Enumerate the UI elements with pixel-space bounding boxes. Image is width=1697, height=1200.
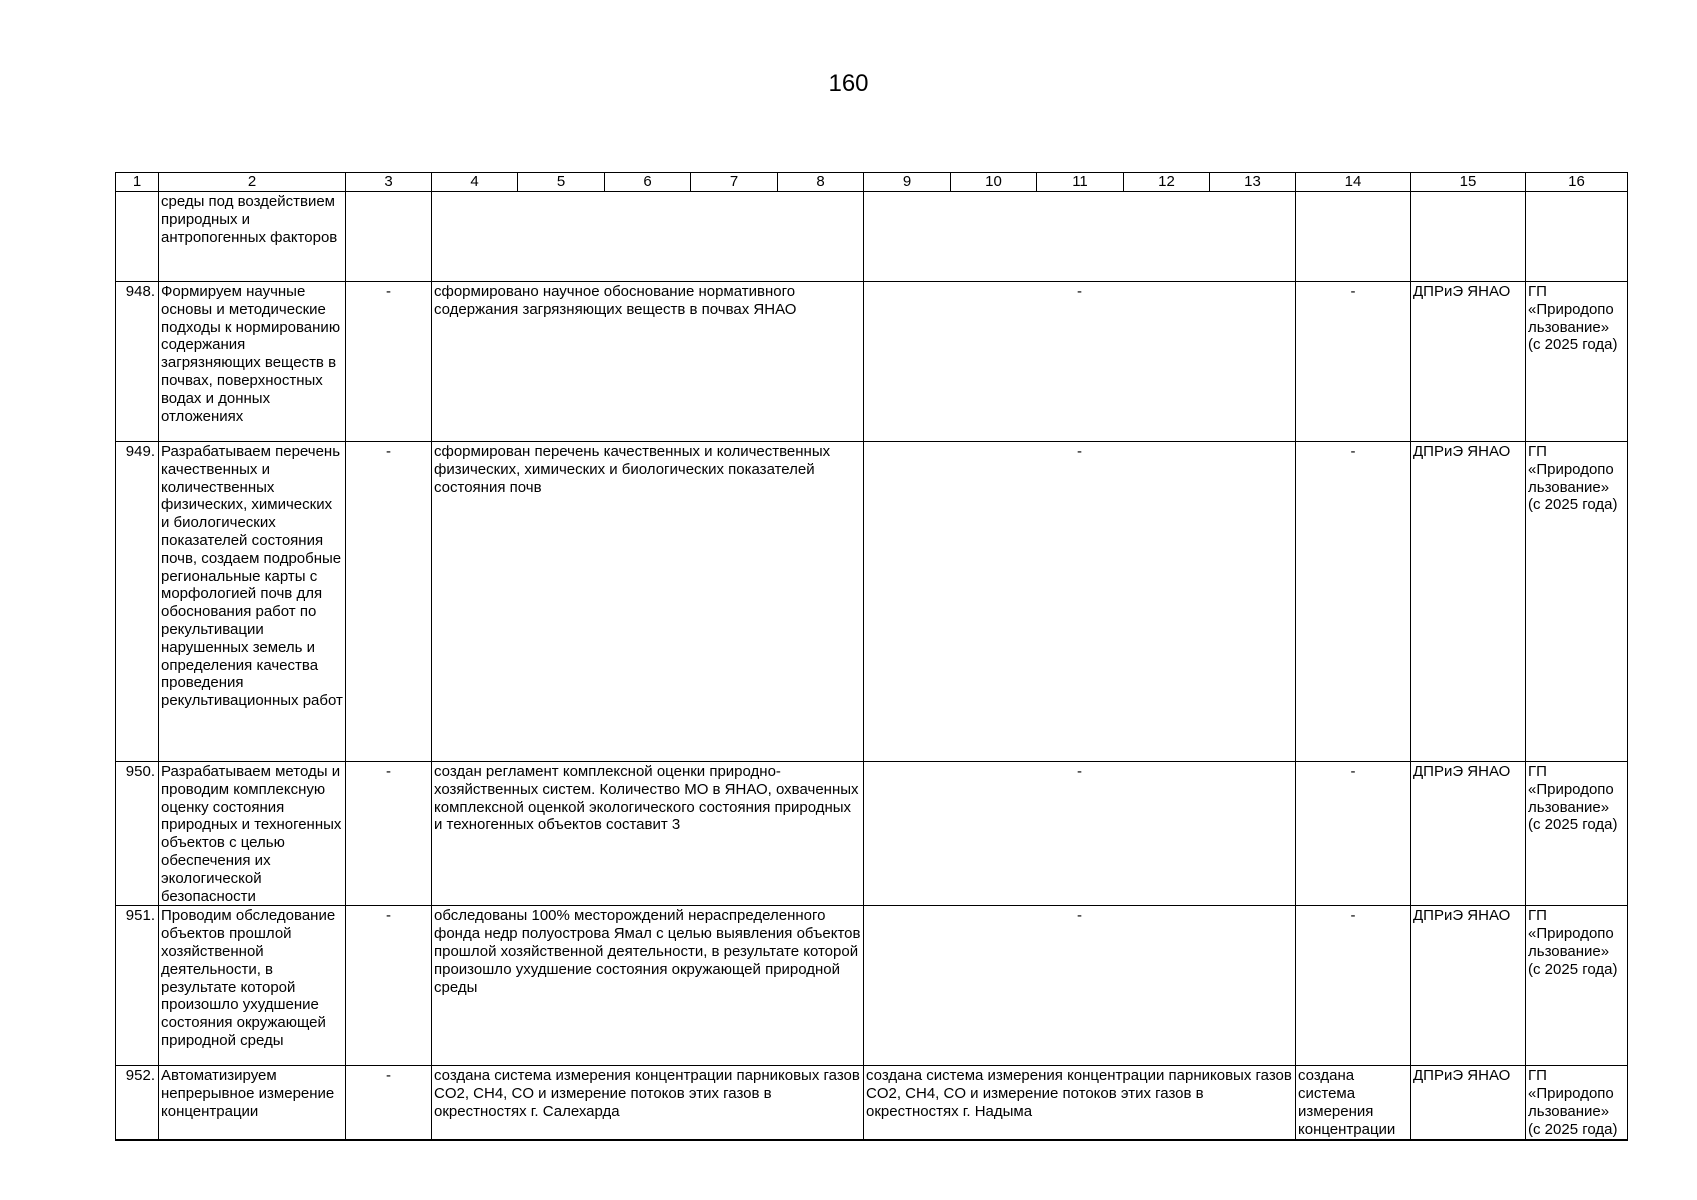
program-cell: ГП «Природопо льзование» (с 2025 года) (1526, 442, 1628, 762)
responsible-cell (1411, 192, 1526, 282)
row-number: 948. (116, 282, 159, 442)
result-cell-4-8: сформировано научное обоснование нормативного содержания загрязняющих веществ в почвах ЯНАО (432, 282, 864, 442)
column-header: 11 (1037, 173, 1124, 192)
responsible-cell: ДПРиЭ ЯНАО (1411, 906, 1526, 1066)
program-cell: ГП «Природопо льзование» (с 2025 года) (1526, 282, 1628, 442)
column-header: 1 (116, 173, 159, 192)
result-cell-9-13: - (864, 762, 1296, 906)
cell-col3 (346, 192, 432, 282)
row-number: 952. (116, 1066, 159, 1140)
table-row (116, 762, 1628, 906)
responsible-cell: ДПРиЭ ЯНАО (1411, 442, 1526, 762)
table-row (116, 1066, 1628, 1140)
table-row (116, 442, 1628, 762)
page-number: 160 (828, 70, 869, 97)
responsible-cell: ДПРиЭ ЯНАО (1411, 1066, 1526, 1140)
result-cell-9-13: создана система измерения концентрации парниковых газов CO2, CH4, CO и измерение потоков этих газов в окрестностях г. Надыма (864, 1066, 1296, 1140)
cell-col14: - (1296, 442, 1411, 762)
column-header: 14 (1296, 173, 1411, 192)
task-cell: Разрабатываем перечень качественных и количественных физических, химических и биологических показателей состояния почв, создаем подробные региональные карты с морфологией почв для обоснования работ по рекультивации нарушенных земель и определения качества проведения рекультивационных работ (159, 442, 346, 762)
cell-col14 (1296, 192, 1411, 282)
responsible-cell: ДПРиЭ ЯНАО (1411, 762, 1526, 906)
column-header: 6 (605, 173, 691, 192)
column-header: 8 (778, 173, 864, 192)
result-cell-4-8: создан регламент комплексной оценки природно-хозяйственных систем. Количество МО в ЯНАО, охваченных комплексной оценкой экологического состояния природных и техногенных объектов составит 3 (432, 762, 864, 906)
table-row (116, 192, 1628, 282)
column-number-row (116, 173, 1628, 192)
column-header: 3 (346, 173, 432, 192)
program-cell: ГП «Природопо льзование» (с 2025 года) (1526, 906, 1628, 1066)
result-cell-4-8: сформирован перечень качественных и количественных физических, химических и биологических показателей состояния почв (432, 442, 864, 762)
task-cell: Проводим обследование объектов прошлой хозяйственной деятельности, в результате которой произошло ухудшение состояния окружающей природной среды (159, 906, 346, 1066)
row-number: 950. (116, 762, 159, 906)
column-header: 10 (951, 173, 1037, 192)
cell-col14: - (1296, 282, 1411, 442)
task-cell: среды под воздействием природных и антропогенных факторов (159, 192, 346, 282)
cell-col3: - (346, 1066, 432, 1140)
program-cell (1526, 192, 1628, 282)
cell-col14: создана система измерения концентрации (1296, 1066, 1411, 1140)
column-header: 16 (1526, 173, 1628, 192)
row-number: 951. (116, 906, 159, 1066)
column-header: 13 (1210, 173, 1296, 192)
program-cell: ГП «Природопо льзование» (с 2025 года) (1526, 1066, 1628, 1140)
row-number (116, 192, 159, 282)
task-cell: Автоматизируем непрерывное измерение концентрации (159, 1066, 346, 1140)
program-cell: ГП «Природопо льзование» (с 2025 года) (1526, 762, 1628, 906)
task-cell: Формируем научные основы и методические подходы к нормированию содержания загрязняющих веществ в почвах, поверхностных водах и донных отложениях (159, 282, 346, 442)
result-cell-9-13: - (864, 442, 1296, 762)
cell-col3: - (346, 442, 432, 762)
task-cell: Разрабатываем методы и проводим комплексную оценку состояния природных и техногенных объектов с целью обеспечения их экологической безопасности (159, 762, 346, 906)
column-header: 15 (1411, 173, 1526, 192)
cell-col3: - (346, 282, 432, 442)
result-cell-9-13: - (864, 282, 1296, 442)
column-header: 2 (159, 173, 346, 192)
result-cell-4-8: обследованы 100% месторождений нераспределенного фонда недр полуострова Ямал с целью выявления объектов прошлой хозяйственной деятельности, в результате которой произошло ухудшение состояния окружающей природной среды (432, 906, 864, 1066)
column-header: 4 (432, 173, 518, 192)
result-cell-9-13 (864, 192, 1296, 282)
table-row (116, 282, 1628, 442)
row-number: 949. (116, 442, 159, 762)
column-header: 9 (864, 173, 951, 192)
result-cell-4-8: создана система измерения концентрации парниковых газов CO2, CH4, CO и измерение потоков этих газов в окрестностях г. Салехарда (432, 1066, 864, 1140)
cell-col14: - (1296, 906, 1411, 1066)
result-cell-9-13: - (864, 906, 1296, 1066)
column-header: 12 (1124, 173, 1210, 192)
column-header: 7 (691, 173, 778, 192)
cell-col3: - (346, 906, 432, 1066)
table-row (116, 906, 1628, 1066)
responsible-cell: ДПРиЭ ЯНАО (1411, 282, 1526, 442)
column-header: 5 (518, 173, 605, 192)
measures-table (115, 172, 1628, 1141)
result-cell-4-8 (432, 192, 864, 282)
cell-col3: - (346, 762, 432, 906)
cell-col14: - (1296, 762, 1411, 906)
